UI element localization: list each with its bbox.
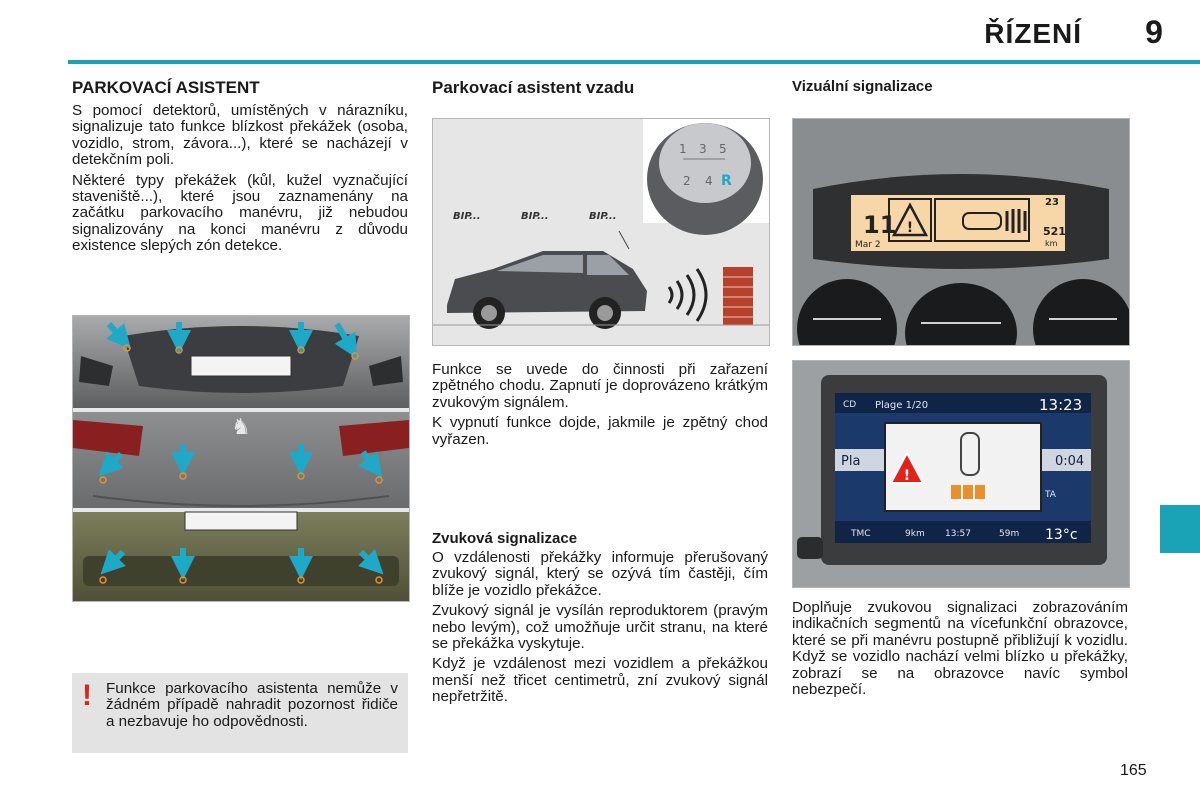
screen-left-fragment: Pla	[841, 454, 861, 469]
screen-bottom-km: 9km	[905, 529, 925, 539]
subsection-title-audible: Zvuková signalizace	[432, 530, 578, 547]
warning-text: Funkce parkovacího asistenta nemůže v žádném případě nahradit pozornost řidiče a nezbavuje ho odpovědnosti.	[106, 680, 398, 730]
audible-paragraph-1: O vzdálenosti překážky informuje přerušovaný zvukový signál, který se ozývá tím častěji, čím blíže je vozidlo překážce.	[432, 549, 768, 599]
display-temp: 23	[1045, 197, 1059, 208]
intro-text	[72, 103, 408, 259]
screen-time: 13:23	[1039, 396, 1083, 414]
multifunction-screen-photo	[792, 360, 1130, 588]
gear-label-5: 5	[719, 142, 727, 156]
intro-paragraph-1: S pomocí detektorů, umístěných v nárazníku, signalizuje tato funkce blízkost překážek (osoba, vozidlo, strom, závora...), které se nacházejí v detekčním poli.	[72, 102, 408, 169]
intro-paragraph-2: Některé typy překážek (kůl, kužel vyznačující staveniště...), které jsou zaznamenány na začátku parkovacího manévru, již nebudou signalizovány na konci manévru z důvodu existence slepých zón detekce.	[72, 171, 408, 255]
chapter-title: ŘÍZENÍ	[984, 18, 1082, 49]
audible-signal-text	[432, 550, 768, 710]
display-km-unit: km	[1045, 239, 1058, 248]
bumper-sensors-illustration	[73, 316, 409, 601]
display-number: 11	[863, 211, 897, 239]
warning-note	[72, 673, 408, 753]
header-rule	[68, 60, 1200, 64]
rear-assist-paragraph-1: Funkce se uvede do činnosti při zařazení zpětného chodu. Zapnutí je doprovázeno krátkým zvukovým signálem.	[432, 361, 768, 411]
screen-track: Plage 1/20	[875, 400, 929, 411]
rear-assist-paragraph-2: K vypnutí funkce dojde, jakmile je zpětný chod vyřazen.	[432, 414, 768, 448]
beep-label-3: BIP...	[589, 211, 617, 222]
car-reversing-illustration	[433, 119, 769, 345]
beep-label-2: BIP...	[521, 211, 549, 222]
section-title-rear-parking-assist: Parkovací asistent vzadu	[432, 78, 635, 97]
chapter-number: 9	[1145, 14, 1163, 50]
display-date: Mar 2	[855, 240, 881, 250]
bumper-sensors-figure	[72, 315, 410, 602]
screen-bottom-tmc: TMC	[851, 529, 871, 539]
multifunction-screen-illustration	[793, 361, 1129, 587]
screen-bottom-distance: 59m	[999, 529, 1020, 539]
screen-right-small: TA	[1045, 490, 1056, 500]
screen-source: CD	[843, 400, 857, 410]
beep-label-1: BIP...	[453, 211, 481, 222]
svg-text:!: !	[906, 220, 914, 236]
audible-paragraph-3: Když je vzdálenost mezi vozidlem a překážkou menší než třicet centimetrů, zní zvukový signál nepřetržitě.	[432, 655, 768, 706]
screen-right-fragment: 0:04	[1055, 454, 1085, 469]
rear-parking-illustration	[432, 118, 770, 346]
screen-bottom-clock: 13:57	[945, 529, 971, 539]
display-km-value: 521	[1043, 225, 1066, 238]
page-number: 165	[1120, 762, 1147, 779]
svg-text:!: !	[903, 468, 911, 484]
gear-label-3: 3	[699, 142, 707, 156]
chapter-side-tab	[1160, 505, 1200, 553]
gear-label-r: R	[721, 173, 732, 189]
dashboard-display-illustration	[793, 119, 1129, 345]
gear-label-1: 1	[679, 142, 687, 156]
section-title-parking-assist: PARKOVACÍ ASISTENT	[72, 78, 260, 97]
rear-assist-text	[432, 362, 768, 452]
warning-exclamation-icon: !	[82, 679, 92, 712]
visual-signal-text: Doplňuje zvukovou signalizaci zobrazováním indikačních segmentů na vícefunkční obrazovce, které se při manévru postupně přibližují k vozidlu. Když se vozidlo nachází velmi blízko u překážky, zobrazí se na obrazovce navíc symbol nebezpečí.	[792, 599, 1128, 699]
gear-label-2: 2	[683, 174, 691, 188]
screen-bottom-temp: 13°c	[1045, 527, 1078, 543]
section-title-visual: Vizuální signalizace	[792, 78, 933, 95]
gear-label-4: 4	[705, 174, 713, 188]
dashboard-display-photo	[792, 118, 1130, 346]
audible-paragraph-2: Zvukový signál je vysílán reproduktorem (pravým nebo levým), což umožňuje určit stranu, na které se překážka vyskytuje.	[432, 602, 768, 653]
svg-text:♞: ♞	[231, 415, 251, 440]
